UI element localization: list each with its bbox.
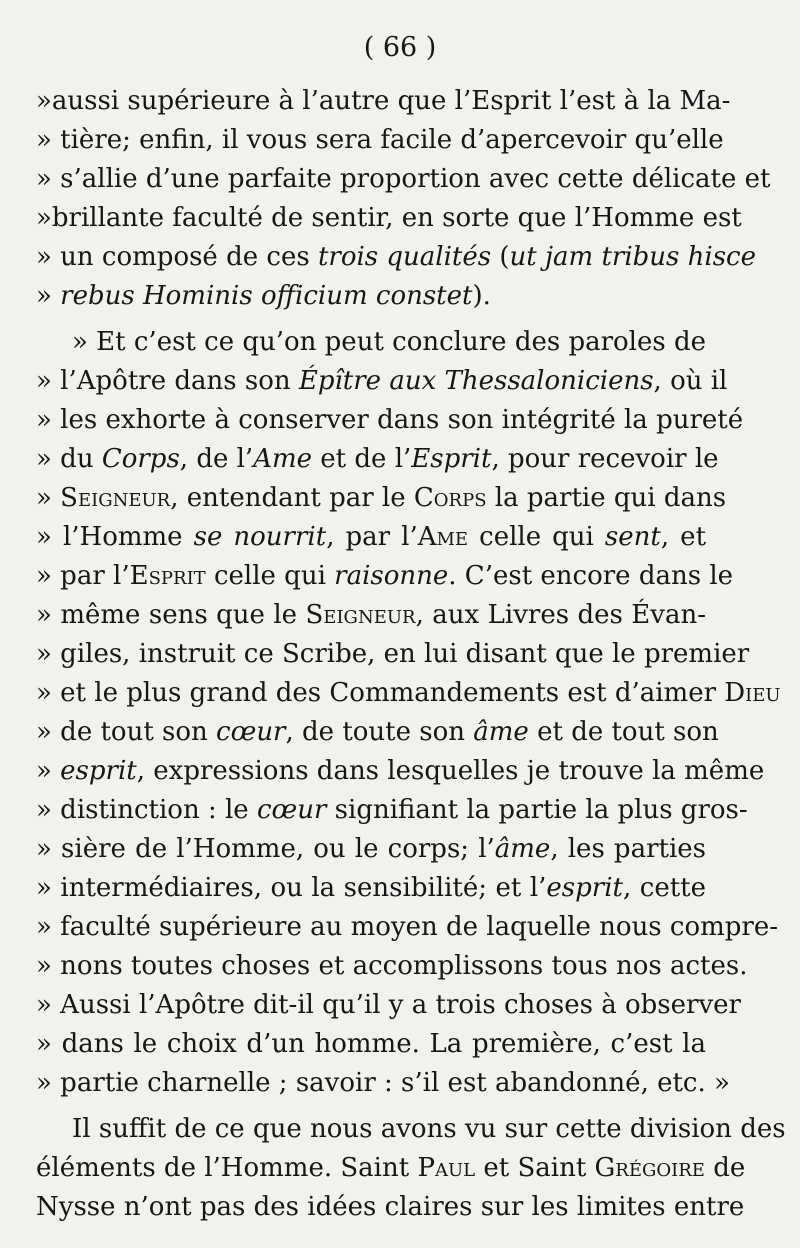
small-caps-text: Dieu [724,678,781,708]
text-segment: » par l’ [36,561,130,591]
text-line [36,947,748,986]
text-line [36,869,706,908]
text-segment: , de toute son [285,717,474,747]
text-segment: » un composé de ces [36,242,318,272]
italic-text: raisonne [334,561,449,591]
text-segment: » dans le choix d’un homme. La première, c’est la [36,1029,706,1059]
italic-text: Épître aux Thessaloniciens [298,366,654,396]
text-segment: , les parties [550,834,707,864]
text-segment: ). [472,281,491,311]
italic-text: rebus Hominis officium constet [60,281,473,311]
text-line [36,1064,730,1103]
text-segment: , cette [623,873,706,903]
text-segment: » les exhorte à conserver dans son intégrité la pureté [36,405,744,435]
text-line [36,277,706,316]
text-line [36,238,756,277]
text-segment: » même sens que le [36,600,306,630]
text-segment: de [704,1153,746,1183]
text-line [36,1025,706,1064]
text-line [36,713,719,752]
small-caps-text: Ame [417,522,469,552]
small-caps-text: Corps [413,483,487,513]
text-segment: , et [660,522,707,552]
text-line [36,401,744,440]
text-line [36,752,765,791]
text-segment: » [36,483,61,513]
text-segment: et Saint [475,1153,595,1183]
text-line [36,479,727,518]
text-line [36,830,706,869]
italic-text: esprit [60,756,137,786]
italic-text: ut jam tribus hisce [509,242,756,272]
text-segment: , expressions dans lesquelles je trouve la même [136,756,765,786]
text-segment: » partie charnelle ; savoir : s’il est abandonné, etc. » [36,1068,730,1098]
text-segment: et de tout son [528,717,719,747]
text-segment: » du [36,444,102,474]
italic-text: se nourrit [193,522,327,552]
text-line [36,518,706,557]
text-line [36,674,781,713]
italic-text: esprit [546,873,623,903]
text-segment: , entendant par le [170,483,414,513]
page-number: ( 66 ) [363,32,437,63]
text-line [36,791,748,830]
text-line [36,596,706,635]
italic-text: Ame [253,444,313,474]
small-caps-text: Esprit [129,561,206,591]
text-segment: » [36,281,61,311]
text-segment: , de l’ [179,444,254,474]
text-segment: et de l’ [312,444,412,474]
text-segment: » distinction : le [36,795,257,825]
text-segment: » nons toutes choses et accomplissons tous nos actes. [36,951,748,981]
text-line [36,199,742,238]
text-segment: éléments de l’Homme. Saint [36,1153,418,1183]
text-segment: la partie qui dans [486,483,727,513]
text-segment: celle qui [205,561,335,591]
text-segment: . C’est encore dans le [448,561,734,591]
italic-text: Corps [101,444,180,474]
text-segment: signifiant la partie la plus gros- [326,795,748,825]
text-line [36,121,724,160]
italic-text: âme [494,834,551,864]
italic-text: cœur [256,795,327,825]
text-segment: , pour recevoir le [491,444,719,474]
text-segment: » intermédiaires, ou la sensibilité; et l’ [36,873,547,903]
text-segment: , où il [653,366,728,396]
italic-text: trois qualités [317,242,492,272]
text-segment: » et le plus grand des Commandements est d’aimer [36,678,725,708]
text-line [36,440,719,479]
italic-text: âme [473,717,529,747]
text-line [36,1149,746,1188]
text-line [36,635,750,674]
text-line [36,908,779,947]
text-line [36,362,728,401]
text-line [36,1110,786,1149]
italic-text: cœur [216,717,286,747]
text-segment: Il suffit de ce que nous avons vu sur cette division des [72,1114,786,1144]
text-segment: » sière de l’Homme, ou le corps; l’ [36,834,495,864]
small-caps-text: Seigneur [60,483,171,513]
text-line [36,82,731,121]
text-segment: » Aussi l’Apôtre dit-il qu’il y a trois choses à observer [36,990,741,1020]
text-line [36,160,771,199]
body-text [36,82,786,1227]
text-line [36,557,734,596]
small-caps-text: Paul [417,1153,476,1183]
text-segment: » giles, instruit ce Scribe, en lui disant que le premier [36,639,750,669]
text-segment: , par l’ [326,522,418,552]
text-segment: » faculté supérieure au moyen de laquelle nous compre- [36,912,779,942]
italic-text: Esprit [411,444,492,474]
text-segment: » de tout son [36,717,217,747]
text-line [36,323,706,362]
text-segment: » [36,756,61,786]
text-segment: » tière; enfin, il vous sera facile d’apercevoir qu’elle [36,125,724,155]
text-segment: , aux Livres des Évan- [415,600,707,630]
small-caps-text: Grégoire [594,1153,705,1183]
text-segment: »aussi supérieure à l’autre que l’Esprit l’est à la Ma- [36,86,731,116]
text-segment: »brillante faculté de sentir, en sorte que l’Homme est [36,203,742,233]
small-caps-text: Seigneur [305,600,416,630]
text-segment: celle qui [468,522,605,552]
text-line [36,986,741,1025]
text-segment: » s’allie d’une parfaite proportion avec cette délicate et [36,164,771,194]
text-segment: » l’Homme [36,522,194,552]
text-segment: Nysse n’ont pas des idées claires sur les limites entre [36,1192,745,1222]
text-segment: » Et c’est ce qu’on peut conclure des paroles de [72,327,707,357]
text-segment: ( [491,242,510,272]
text-segment: » l’Apôtre dans son [36,366,299,396]
text-line [36,1188,745,1227]
italic-text: sent [604,522,661,552]
